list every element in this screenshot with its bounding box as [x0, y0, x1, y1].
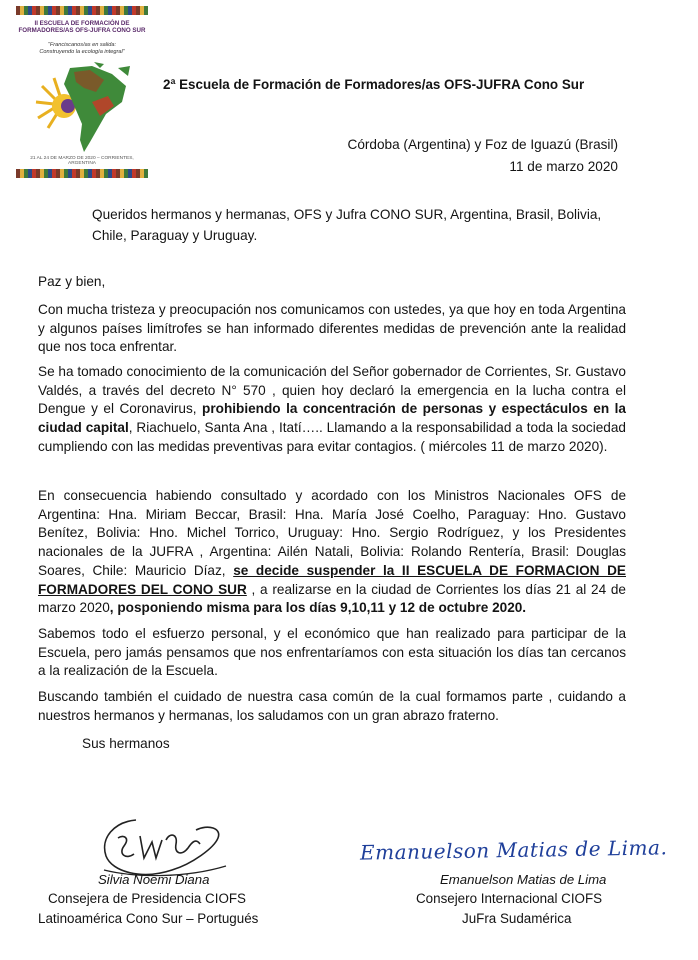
letter-greeting: Queridos hermanos y hermanas, OFS y Jufra CONO SUR, Argentina, Brasil, Bolivia, Chile, Paraguay y Uruguay.	[92, 207, 602, 243]
south-america-map-icon	[34, 62, 134, 154]
paragraph-2-text-c: , Riachuelo, Santa Ana , Itatí….. Llamando a la responsabilidad a toda la sociedad cumpliendo con las medidas preventivas para evitar contagios. ( miércoles 11 de marzo 2020).	[38, 420, 626, 454]
logo-dates: 21 AL 24 DE MARZO DE 2020 – CORRIENTES, ARGENTINA	[30, 156, 134, 166]
letter-heading: 2ª Escuela de Formación de Formadores/as OFS-JUFRA Cono Sur	[163, 77, 585, 92]
signature-1-area: Latinoamérica Cono Sur – Portugués	[38, 911, 259, 926]
closing: Sus hermanos	[82, 736, 170, 751]
logo-motto: “Franciscanos/as en salida: Construyendo la ecología integral”	[39, 42, 125, 55]
salutation: Paz y bien,	[38, 274, 106, 289]
paragraph-3-bold-underlined: se decide suspender la II ESCUELA DE FORMACION DE FORMADORES DEL CONO SUR	[38, 562, 626, 597]
paragraph-2-bold: prohibiendo la concentración de personas y espectáculos en la ciudad capital	[38, 401, 626, 436]
logo-top-border	[16, 6, 148, 15]
letter-place: Córdoba (Argentina) y Foz de Iguazú (Brasil)	[347, 137, 618, 152]
paragraph-2	[38, 363, 626, 457]
paragraph-3-text-a: En consecuencia habiendo consultado y acordado con los Ministros Nacionales OFS de Argentina: Hna. Miriam Beccar, Brasil: Hna. María José Coelho, Paraguay: Hno. Gustavo Benítez, Bolivia: Hno. Michel Torrico, Uruguay: Hno. Sergio Rodríguez, y los Presidentes nacionales de la JUFRA , Argentina: Ailén Natali, Bolivia: Rolando Rentería, Brasil: Douglas Soares, Chile: Mauricio Díaz,	[38, 488, 626, 578]
event-logo	[16, 6, 148, 178]
paragraph-3-text-c: , a realizarse en la ciudad de Corrientes los días 21 al 24 de marzo 2020	[38, 581, 626, 616]
logo-bottom-border	[16, 169, 148, 178]
paragraph-3-bold: , posponiendo misma para los días 9,10,11 y 12 de octubre 2020.	[109, 600, 527, 616]
paragraph-1: Con mucha tristeza y preocupación nos comunicamos con ustedes, ya que hoy en toda Argentina y algunos países limítrofes se han informado diferentes medidas de prevención ante la realidad que nos toca enfrentar.	[38, 302, 626, 355]
signature-2-name: Emanuelson Matias de Lima	[440, 872, 607, 887]
signature-1-name: Silvia Noemi Diana	[98, 872, 210, 887]
signature-emanuelson-handwriting: Emanuelson Matias de Lima.	[359, 835, 668, 865]
paragraph-3	[38, 487, 626, 618]
letter-date: 11 de marzo 2020	[509, 159, 618, 174]
paragraph-2-text-a: Se ha tomado conocimiento de la comunicación del Señor gobernador de Corrientes, Sr. Gustavo Valdés, a través del decreto N° 570 , quien hoy declaró la emergencia en la lucha contra el Dengue y el Coronavirus,	[38, 364, 626, 417]
signature-1-role: Consejera de Presidencia CIOFS	[48, 891, 246, 906]
signature-2-area: JuFra Sudamérica	[462, 911, 572, 926]
signature-2-role: Consejero Internacional CIOFS	[416, 891, 603, 906]
logo-title: II ESCUELA DE FORMACIÓN DE FORMADORES/AS OFS-JUFRA CONO SUR	[18, 20, 146, 34]
paragraph-5: Buscando también el cuidado de nuestra casa común de la cual formamos parte , cuidando a nuestros hermanos y hermanas, los saludamos con un gran abrazo fraterno.	[38, 689, 626, 723]
paragraph-4: Sabemos todo el esfuerzo personal, y el económico que han realizado para participar de la Escuela, pero jamás pensamos que nos enfrentaríamos con esta situación los días tan cercanos a la realización de la Escuela.	[38, 626, 626, 679]
